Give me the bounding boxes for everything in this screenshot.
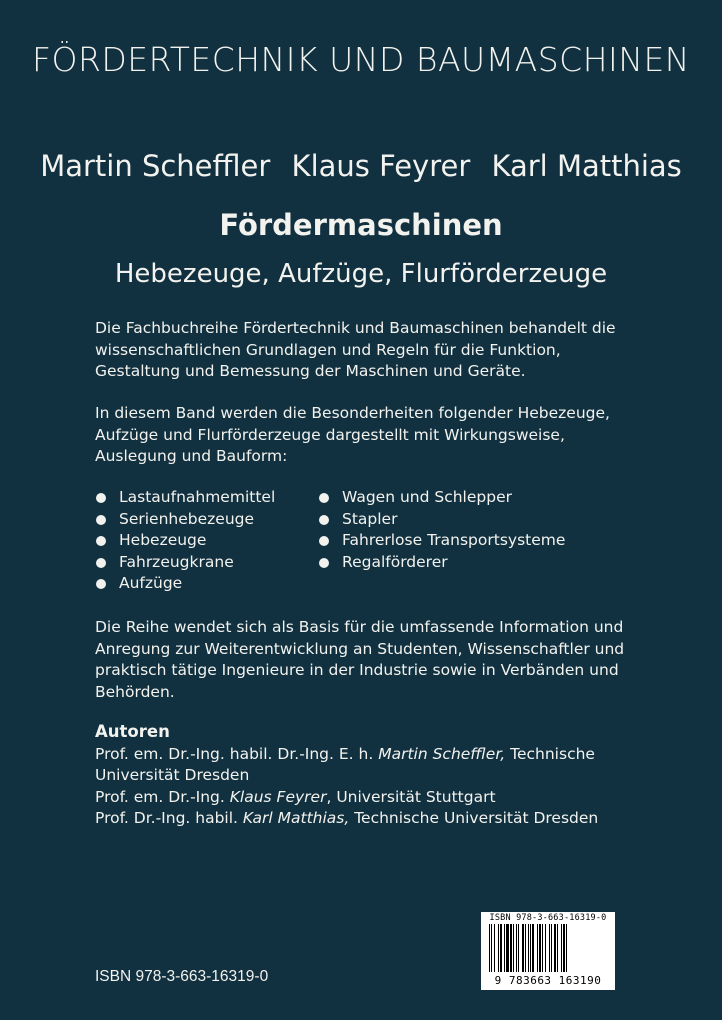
barcode-bar	[504, 924, 505, 972]
barcode-bar	[500, 924, 502, 972]
author-name: Klaus Feyrer	[291, 149, 471, 183]
bullet-icon	[96, 536, 106, 546]
barcode-bar	[522, 924, 524, 972]
barcode-bar	[498, 924, 499, 972]
barcode-bar	[510, 924, 512, 972]
bullet-icon	[96, 579, 106, 589]
barcode-bar	[532, 924, 534, 972]
topic-list-left	[95, 487, 275, 595]
bullet-icon	[319, 558, 329, 568]
barcode-bar	[539, 924, 541, 972]
bullet-icon	[319, 536, 329, 546]
barcode-bar	[513, 924, 514, 972]
barcode-bar	[563, 924, 565, 972]
barcode-isbn: ISBN 978-3-663-16319-0	[489, 913, 607, 923]
barcode-bar	[537, 924, 538, 972]
barcode-bar	[530, 924, 531, 972]
list-item: Aufzüge	[95, 573, 275, 595]
barcode-bar	[516, 924, 517, 972]
bullet-icon	[319, 515, 329, 525]
list-item: Regalförderer	[318, 552, 565, 574]
list-item: Hebezeuge	[95, 530, 275, 552]
autoren-section	[95, 721, 627, 830]
barcode-bar	[518, 924, 519, 972]
barcode-bar	[549, 924, 550, 972]
book-subtitle: Hebezeuge, Aufzüge, Flurförderzeuge	[114, 259, 608, 289]
author-line: Prof. em. Dr.-Ing. habil. Dr.-Ing. E. h. Martin Scheffler, Technische Universität Dresden	[95, 744, 595, 784]
barcode-bar	[545, 924, 546, 972]
barcode-bar	[566, 924, 567, 972]
barcode	[481, 912, 615, 990]
series-title: FÖRDERTECHNIK UND BAUMASCHINEN	[32, 40, 690, 79]
author-line: Prof. em. Dr.-Ing. Klaus Feyrer, Universität Stuttgart	[95, 787, 496, 806]
barcode-bar	[554, 924, 556, 972]
intro-paragraph: Die Fachbuchreihe Fördertechnik und Baumaschinen behandelt die wissenschaftlichen Grundlagen und Regeln für die Funktion, Gestaltung und Bemessung der Maschinen und Geräte.	[95, 319, 616, 380]
barcode-bar	[491, 924, 492, 972]
list-item: Stapler	[318, 509, 565, 531]
barcode-bar	[542, 924, 543, 972]
list-item: Serienhebezeuge	[95, 509, 275, 531]
bullet-icon	[96, 515, 106, 525]
barcode-bar	[557, 924, 558, 972]
barcode-number: 9 783663 163190	[494, 974, 602, 987]
audience-paragraph: Die Reihe wendet sich als Basis für die umfassende Information und Anregung zur Weiterentwicklung an Studenten, Wissenschaftler und praktisch tätige Ingenieure in der Industrie sowie in Verbänden und Behörden.	[95, 618, 625, 701]
barcode-bars-icon	[487, 924, 609, 974]
barcode-bar	[561, 924, 562, 972]
list-item: Lastaufnahmemittel	[95, 487, 275, 509]
barcode-bar	[551, 924, 552, 972]
barcode-bar	[489, 924, 490, 972]
band-paragraph: In diesem Band werden die Besonderheiten folgender Hebezeuge, Aufzüge und Flurförderzeuge dargestellt mit Wirkungsweise, Auslegung und Bauform:	[95, 404, 610, 465]
list-item: Fahrerlose Transportsysteme	[318, 530, 565, 552]
list-item: Fahrzeugkrane	[95, 552, 275, 574]
barcode-bar	[525, 924, 526, 972]
author-name: Martin Scheffler	[40, 149, 271, 183]
bullet-icon	[319, 493, 329, 503]
book-title: Fördermaschinen	[219, 208, 503, 242]
barcode-bar	[506, 924, 509, 972]
isbn-text: ISBN 978-3-663-16319-0	[95, 968, 269, 985]
topic-list-right	[318, 487, 565, 573]
cover-authors	[0, 149, 722, 183]
barcode-bar	[528, 924, 529, 972]
bullet-icon	[96, 493, 106, 503]
bullet-icon	[96, 558, 106, 568]
author-line: Prof. Dr.-Ing. habil. Karl Matthias, Technische Universität Dresden	[95, 809, 599, 827]
author-name: Karl Matthias	[491, 149, 682, 183]
barcode-bar	[494, 924, 495, 972]
list-item: Wagen und Schlepper	[318, 487, 565, 509]
autoren-heading: Autoren	[95, 722, 170, 741]
